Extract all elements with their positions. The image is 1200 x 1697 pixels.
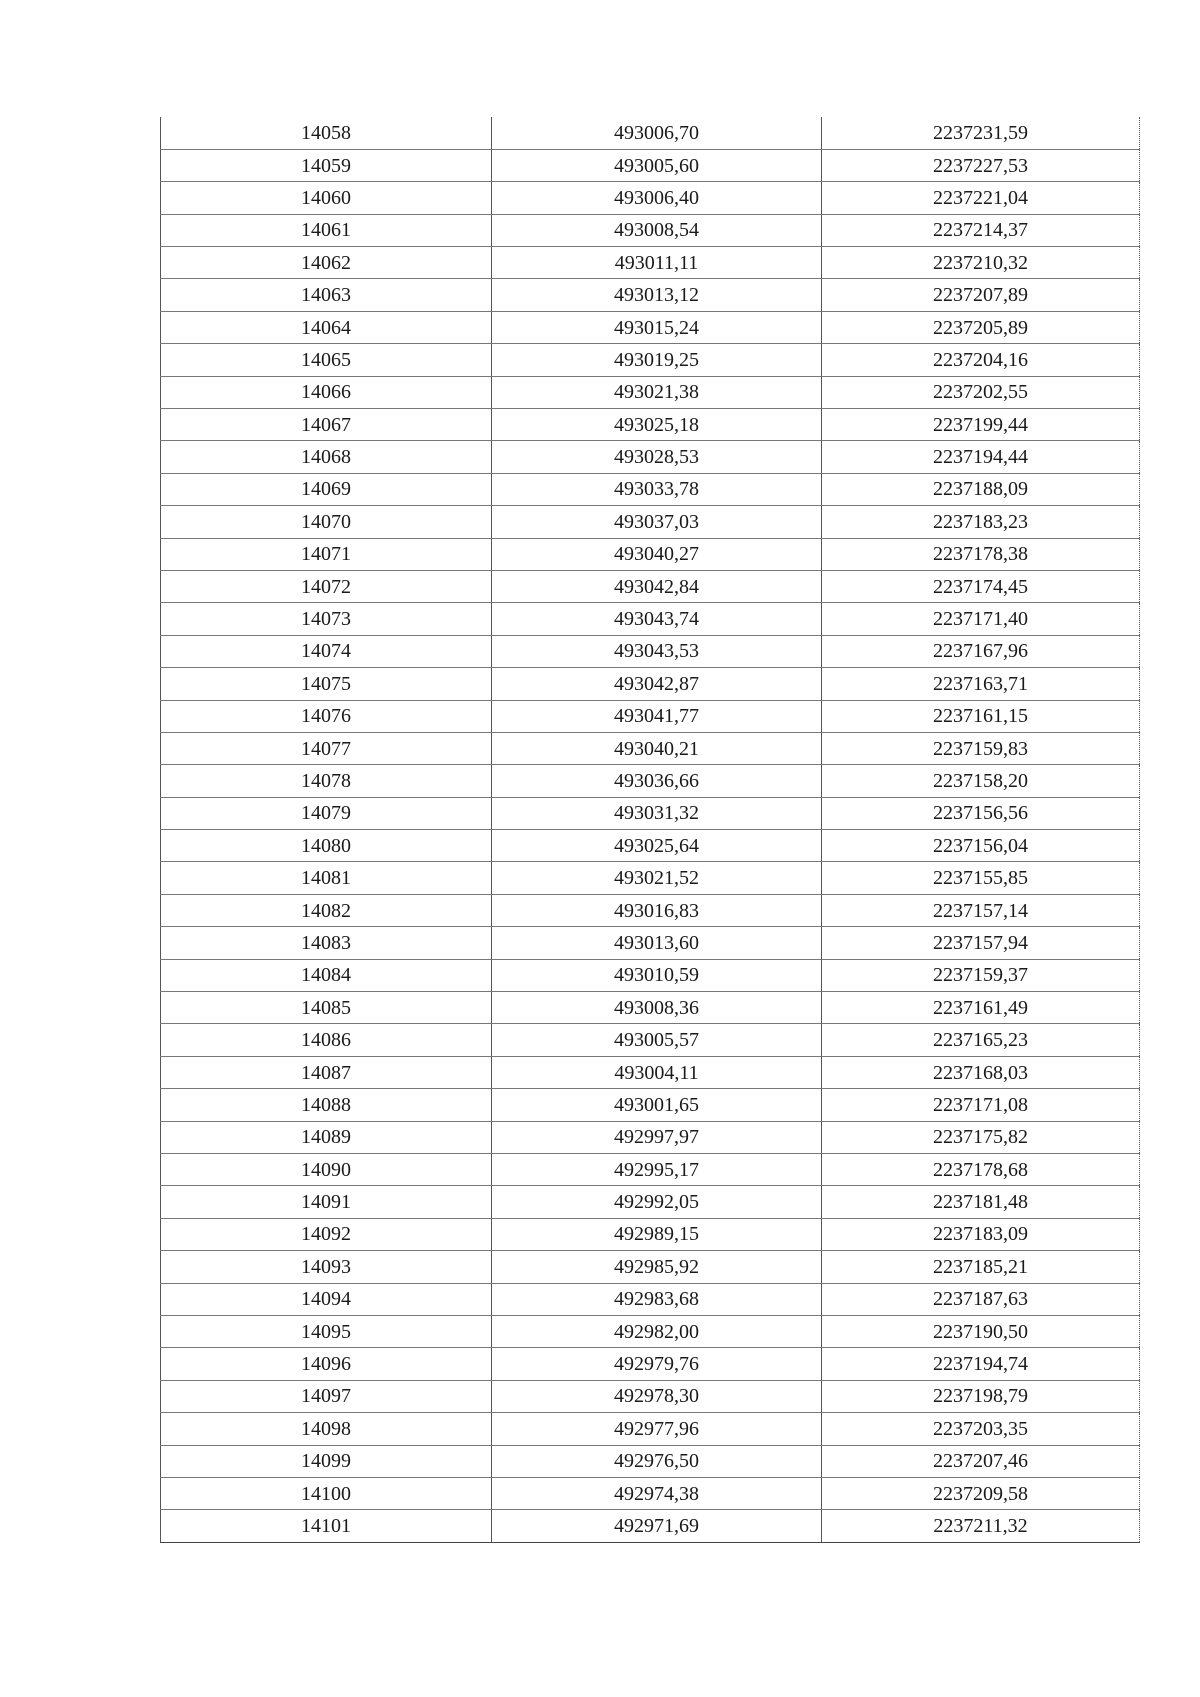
y-coordinate-cell: 2237163,71 <box>822 668 1140 700</box>
point-number-cell: 14075 <box>161 668 492 700</box>
table-row <box>161 247 1140 279</box>
table-row <box>161 797 1140 829</box>
x-coordinate-cell: 493015,24 <box>492 311 822 343</box>
x-coordinate-cell: 493004,11 <box>492 1056 822 1088</box>
point-number-cell: 14070 <box>161 506 492 538</box>
y-coordinate-cell: 2237194,74 <box>822 1348 1140 1380</box>
point-number-cell: 14066 <box>161 376 492 408</box>
x-coordinate-cell: 492971,69 <box>492 1510 822 1542</box>
table-row <box>161 603 1140 635</box>
table-row <box>161 1445 1140 1477</box>
point-number-cell: 14095 <box>161 1315 492 1347</box>
point-number-cell: 14099 <box>161 1445 492 1477</box>
y-coordinate-cell: 2237156,04 <box>822 830 1140 862</box>
point-number-cell: 14093 <box>161 1251 492 1283</box>
y-coordinate-cell: 2237183,23 <box>822 506 1140 538</box>
x-coordinate-cell: 493008,54 <box>492 214 822 246</box>
table-row <box>161 668 1140 700</box>
y-coordinate-cell: 2237207,89 <box>822 279 1140 311</box>
x-coordinate-cell: 493005,60 <box>492 149 822 181</box>
table-row <box>161 927 1140 959</box>
x-coordinate-cell: 493041,77 <box>492 700 822 732</box>
y-coordinate-cell: 2237210,32 <box>822 247 1140 279</box>
x-coordinate-cell: 493043,53 <box>492 635 822 667</box>
x-coordinate-cell: 492985,92 <box>492 1251 822 1283</box>
y-coordinate-cell: 2237168,03 <box>822 1056 1140 1088</box>
point-number-cell: 14094 <box>161 1283 492 1315</box>
y-coordinate-cell: 2237207,46 <box>822 1445 1140 1477</box>
table-row <box>161 409 1140 441</box>
y-coordinate-cell: 2237209,58 <box>822 1477 1140 1509</box>
table-row <box>161 1186 1140 1218</box>
point-number-cell: 14077 <box>161 732 492 764</box>
table-row <box>161 765 1140 797</box>
x-coordinate-cell: 492997,97 <box>492 1121 822 1153</box>
point-number-cell: 14064 <box>161 311 492 343</box>
point-number-cell: 14097 <box>161 1380 492 1412</box>
x-coordinate-cell: 493036,66 <box>492 765 822 797</box>
y-coordinate-cell: 2237159,37 <box>822 959 1140 991</box>
point-number-cell: 14069 <box>161 473 492 505</box>
x-coordinate-cell: 493011,11 <box>492 247 822 279</box>
point-number-cell: 14081 <box>161 862 492 894</box>
table-row <box>161 441 1140 473</box>
y-coordinate-cell: 2237174,45 <box>822 570 1140 602</box>
y-coordinate-cell: 2237204,16 <box>822 344 1140 376</box>
y-coordinate-cell: 2237165,23 <box>822 1024 1140 1056</box>
point-number-cell: 14098 <box>161 1413 492 1445</box>
table-row <box>161 376 1140 408</box>
point-number-cell: 14061 <box>161 214 492 246</box>
point-number-cell: 14080 <box>161 830 492 862</box>
table-row <box>161 1477 1140 1509</box>
y-coordinate-cell: 2237159,83 <box>822 732 1140 764</box>
coordinates-table-body <box>161 117 1140 1542</box>
y-coordinate-cell: 2237161,49 <box>822 992 1140 1024</box>
y-coordinate-cell: 2237194,44 <box>822 441 1140 473</box>
table-row <box>161 1121 1140 1153</box>
table-row <box>161 538 1140 570</box>
y-coordinate-cell: 2237202,55 <box>822 376 1140 408</box>
y-coordinate-cell: 2237157,94 <box>822 927 1140 959</box>
y-coordinate-cell: 2237183,09 <box>822 1218 1140 1250</box>
table-row <box>161 344 1140 376</box>
point-number-cell: 14087 <box>161 1056 492 1088</box>
y-coordinate-cell: 2237199,44 <box>822 409 1140 441</box>
table-row <box>161 1510 1140 1542</box>
x-coordinate-cell: 493010,59 <box>492 959 822 991</box>
table-row <box>161 311 1140 343</box>
x-coordinate-cell: 493025,18 <box>492 409 822 441</box>
point-number-cell: 14079 <box>161 797 492 829</box>
point-number-cell: 14073 <box>161 603 492 635</box>
y-coordinate-cell: 2237188,09 <box>822 473 1140 505</box>
point-number-cell: 14076 <box>161 700 492 732</box>
y-coordinate-cell: 2237185,21 <box>822 1251 1140 1283</box>
table-row <box>161 1251 1140 1283</box>
table-row <box>161 894 1140 926</box>
table-row <box>161 1154 1140 1186</box>
point-number-cell: 14089 <box>161 1121 492 1153</box>
point-number-cell: 14084 <box>161 959 492 991</box>
y-coordinate-cell: 2237178,38 <box>822 538 1140 570</box>
table-row <box>161 473 1140 505</box>
y-coordinate-cell: 2237211,32 <box>822 1510 1140 1542</box>
table-row <box>161 182 1140 214</box>
y-coordinate-cell: 2237167,96 <box>822 635 1140 667</box>
table-row <box>161 732 1140 764</box>
point-number-cell: 14068 <box>161 441 492 473</box>
x-coordinate-cell: 492983,68 <box>492 1283 822 1315</box>
y-coordinate-cell: 2237227,53 <box>822 149 1140 181</box>
point-number-cell: 14092 <box>161 1218 492 1250</box>
y-coordinate-cell: 2237171,08 <box>822 1089 1140 1121</box>
y-coordinate-cell: 2237231,59 <box>822 117 1140 149</box>
point-number-cell: 14085 <box>161 992 492 1024</box>
point-number-cell: 14101 <box>161 1510 492 1542</box>
point-number-cell: 14067 <box>161 409 492 441</box>
x-coordinate-cell: 493037,03 <box>492 506 822 538</box>
y-coordinate-cell: 2237214,37 <box>822 214 1140 246</box>
coordinates-table <box>160 117 1140 1543</box>
y-coordinate-cell: 2237205,89 <box>822 311 1140 343</box>
table-row <box>161 1218 1140 1250</box>
point-number-cell: 14096 <box>161 1348 492 1380</box>
x-coordinate-cell: 493040,21 <box>492 732 822 764</box>
table-row <box>161 830 1140 862</box>
point-number-cell: 14078 <box>161 765 492 797</box>
point-number-cell: 14072 <box>161 570 492 602</box>
x-coordinate-cell: 492992,05 <box>492 1186 822 1218</box>
x-coordinate-cell: 492995,17 <box>492 1154 822 1186</box>
table-row <box>161 1348 1140 1380</box>
table-row <box>161 700 1140 732</box>
table-row <box>161 1315 1140 1347</box>
y-coordinate-cell: 2237181,48 <box>822 1186 1140 1218</box>
y-coordinate-cell: 2237187,63 <box>822 1283 1140 1315</box>
x-coordinate-cell: 493019,25 <box>492 344 822 376</box>
x-coordinate-cell: 493042,87 <box>492 668 822 700</box>
point-number-cell: 14100 <box>161 1477 492 1509</box>
x-coordinate-cell: 492974,38 <box>492 1477 822 1509</box>
point-number-cell: 14086 <box>161 1024 492 1056</box>
table-row <box>161 1283 1140 1315</box>
table-row <box>161 1056 1140 1088</box>
table-row <box>161 570 1140 602</box>
point-number-cell: 14074 <box>161 635 492 667</box>
x-coordinate-cell: 493013,60 <box>492 927 822 959</box>
point-number-cell: 14065 <box>161 344 492 376</box>
x-coordinate-cell: 493001,65 <box>492 1089 822 1121</box>
x-coordinate-cell: 493028,53 <box>492 441 822 473</box>
y-coordinate-cell: 2237198,79 <box>822 1380 1140 1412</box>
table-row <box>161 214 1140 246</box>
point-number-cell: 14091 <box>161 1186 492 1218</box>
x-coordinate-cell: 493031,32 <box>492 797 822 829</box>
y-coordinate-cell: 2237175,82 <box>822 1121 1140 1153</box>
table-row <box>161 959 1140 991</box>
point-number-cell: 14090 <box>161 1154 492 1186</box>
table-row <box>161 992 1140 1024</box>
point-number-cell: 14060 <box>161 182 492 214</box>
x-coordinate-cell: 493005,57 <box>492 1024 822 1056</box>
point-number-cell: 14083 <box>161 927 492 959</box>
x-coordinate-cell: 493008,36 <box>492 992 822 1024</box>
x-coordinate-cell: 493021,52 <box>492 862 822 894</box>
x-coordinate-cell: 493043,74 <box>492 603 822 635</box>
y-coordinate-cell: 2237158,20 <box>822 765 1140 797</box>
y-coordinate-cell: 2237155,85 <box>822 862 1140 894</box>
y-coordinate-cell: 2237157,14 <box>822 894 1140 926</box>
x-coordinate-cell: 493013,12 <box>492 279 822 311</box>
x-coordinate-cell: 493042,84 <box>492 570 822 602</box>
point-number-cell: 14088 <box>161 1089 492 1121</box>
table-row <box>161 117 1140 149</box>
x-coordinate-cell: 493016,83 <box>492 894 822 926</box>
x-coordinate-cell: 492976,50 <box>492 1445 822 1477</box>
table-row <box>161 862 1140 894</box>
y-coordinate-cell: 2237156,56 <box>822 797 1140 829</box>
table-row <box>161 279 1140 311</box>
y-coordinate-cell: 2237161,15 <box>822 700 1140 732</box>
y-coordinate-cell: 2237190,50 <box>822 1315 1140 1347</box>
table-row <box>161 1380 1140 1412</box>
y-coordinate-cell: 2237171,40 <box>822 603 1140 635</box>
y-coordinate-cell: 2237203,35 <box>822 1413 1140 1445</box>
x-coordinate-cell: 492978,30 <box>492 1380 822 1412</box>
point-number-cell: 14062 <box>161 247 492 279</box>
y-coordinate-cell: 2237178,68 <box>822 1154 1140 1186</box>
point-number-cell: 14063 <box>161 279 492 311</box>
x-coordinate-cell: 492977,96 <box>492 1413 822 1445</box>
x-coordinate-cell: 493033,78 <box>492 473 822 505</box>
point-number-cell: 14082 <box>161 894 492 926</box>
x-coordinate-cell: 493006,40 <box>492 182 822 214</box>
table-row <box>161 1024 1140 1056</box>
x-coordinate-cell: 492989,15 <box>492 1218 822 1250</box>
x-coordinate-cell: 492979,76 <box>492 1348 822 1380</box>
y-coordinate-cell: 2237221,04 <box>822 182 1140 214</box>
table-row <box>161 1413 1140 1445</box>
x-coordinate-cell: 493040,27 <box>492 538 822 570</box>
point-number-cell: 14059 <box>161 149 492 181</box>
table-row <box>161 635 1140 667</box>
point-number-cell: 14058 <box>161 117 492 149</box>
x-coordinate-cell: 493006,70 <box>492 117 822 149</box>
x-coordinate-cell: 492982,00 <box>492 1315 822 1347</box>
table-row <box>161 506 1140 538</box>
point-number-cell: 14071 <box>161 538 492 570</box>
table-row <box>161 149 1140 181</box>
table-row <box>161 1089 1140 1121</box>
x-coordinate-cell: 493025,64 <box>492 830 822 862</box>
x-coordinate-cell: 493021,38 <box>492 376 822 408</box>
